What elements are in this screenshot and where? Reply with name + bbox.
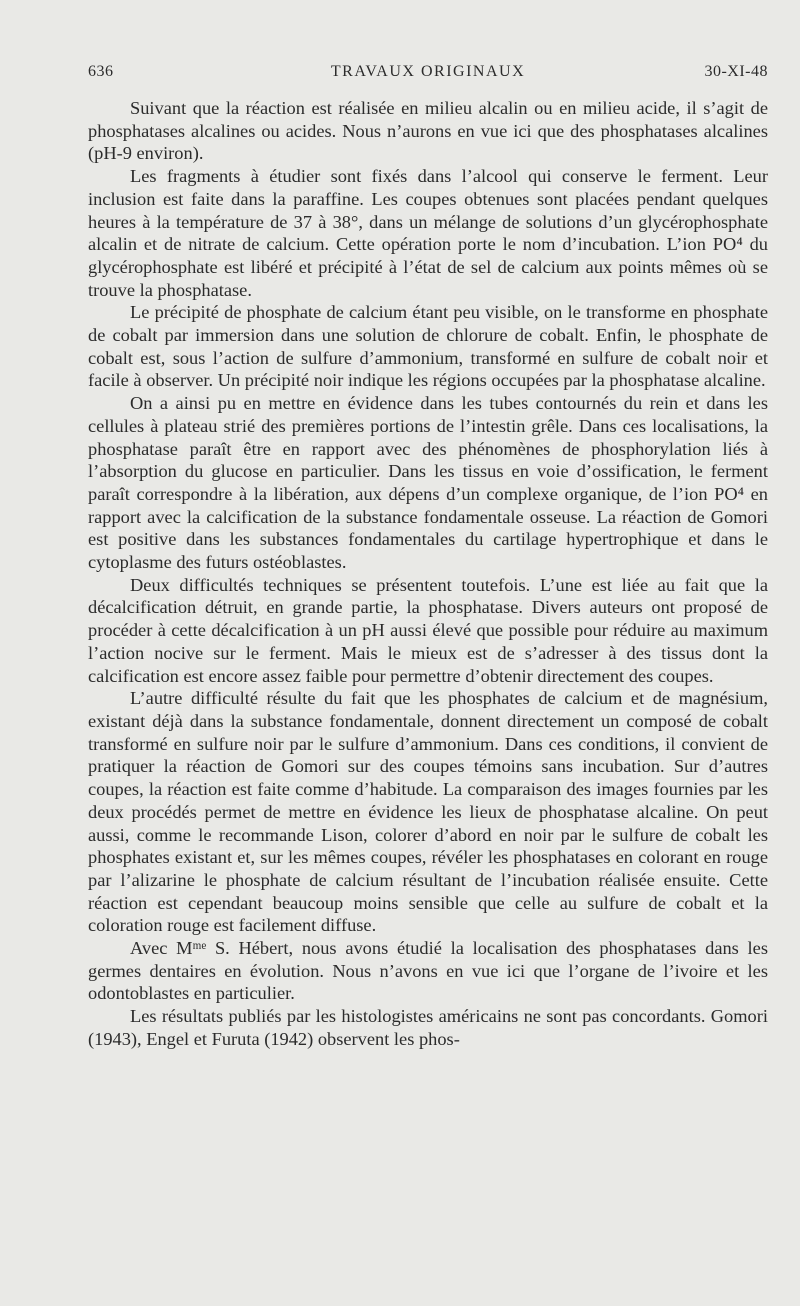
paragraph: Avec Mᵐᵉ S. Hébert, nous avons étudié la localisation des phosphatases dans les germes dentaires en évolution. Nous n’avons en vue ici que l’organe de l’ivoire et les odontoblastes en particulier. (88, 938, 768, 1004)
paragraph: Le précipité de phosphate de calcium étant peu visible, on le transforme en phosphate de cobalt par immersion dans une solution de chlorure de cobalt. Enfin, le phosphate de cobalt est, sous l’action de sulfure d’ammonium, transformé en sulfure de cobalt noir et facile à observer. Un précipité noir indique les régions occupées par la phosphatase alcaline. (88, 302, 768, 391)
paragraph: Suivant que la réaction est réalisée en milieu alcalin ou en milieu acide, il s’agit de phosphatases alcalines ou acides. Nous n’aurons en vue ici que des phosphatases alcalines (pH-9 environ). (88, 98, 768, 164)
paragraph: L’autre difficulté résulte du fait que les phosphates de calcium et de magnésium, existant déjà dans la substance fondamentale, donnent directement un composé de cobalt transformé en sulfure noir par le sulfure d’ammonium. Dans ces conditions, il convient de pratiquer la réaction de Gomori sur des coupes témoins sans incubation. Sur d’autres coupes, la réaction est faite comme d’habitude. La comparaison des images fournies par les deux procédés permet de mettre en évidence les lieux de phosphatase alcaline. On peut aussi, comme le recommande Lison, colorer d’abord en noir par le sulfure de cobalt les phosphates existant et, sur les mêmes coupes, révéler les phosphatases en colorant en rouge par l’alizarine le phosphate de calcium résultant de l’incubation réalisée ensuite. Cette réaction est cependant beaucoup moins sensible que celle au sulfure de cobalt et la coloration rouge est facilement diffuse. (88, 688, 768, 936)
paragraph: Deux difficultés techniques se présentent toutefois. L’une est liée au fait que la décalcification détruit, en grande partie, la phosphatase. Divers auteurs ont proposé de procéder à cette décalcification à un pH aussi élevé que possible pour réduire au maximum l’action nocive sur le ferment. Mais le mieux est de s’adresser à des tissus dont la calcification est encore assez faible pour permettre d’obtenir directement des coupes. (88, 574, 768, 686)
body-text (88, 97, 768, 1051)
paragraph: On a ainsi pu en mettre en évidence dans les tubes contournés du rein et dans les cellules à plateau strié des premières portions de l’intestin grêle. Dans ces localisations, la phosphatase paraît être en rapport avec des phénomènes de phosphorylation liés à l’absorption du glucose en particulier. Dans les tissus en voie d’ossification, le ferment paraît correspondre à la libération, aux dépens d’un complexe organique, de l’ion PO⁴ en rapport avec la calcification de la substance fondamentale osseuse. La réaction de Gomori est positive dans les substances fondamentales du cartilage hypertrophique et dans le cytoplasme des futurs ostéoblastes. (88, 393, 768, 573)
page-number: 636 (88, 63, 114, 80)
paragraph: Les résultats publiés par les histologistes américains ne sont pas concordants. Gomori (1943), Engel et Furuta (1942) observent les phos- (88, 1006, 768, 1049)
page-header (88, 63, 768, 87)
running-title: TRAVAUX ORIGINAUX (330, 63, 526, 80)
issue-date: 30-XI-48 (704, 63, 768, 80)
paragraph: Les fragments à étudier sont fixés dans l’alcool qui conserve le ferment. Leur inclusion est faite dans la paraffine. Les coupes obtenues sont placées pendant quelques heures à la température de 37 à 38°, dans un mélange de solutions d’un glycérophosphate alcalin et de nitrate de calcium. Cette opération porte le nom d’incubation. L’ion PO⁴ du glycérophosphate est libéré et précipité à l’état de sel de calcium aux points mêmes où se trouve la phosphatase. (88, 166, 768, 300)
